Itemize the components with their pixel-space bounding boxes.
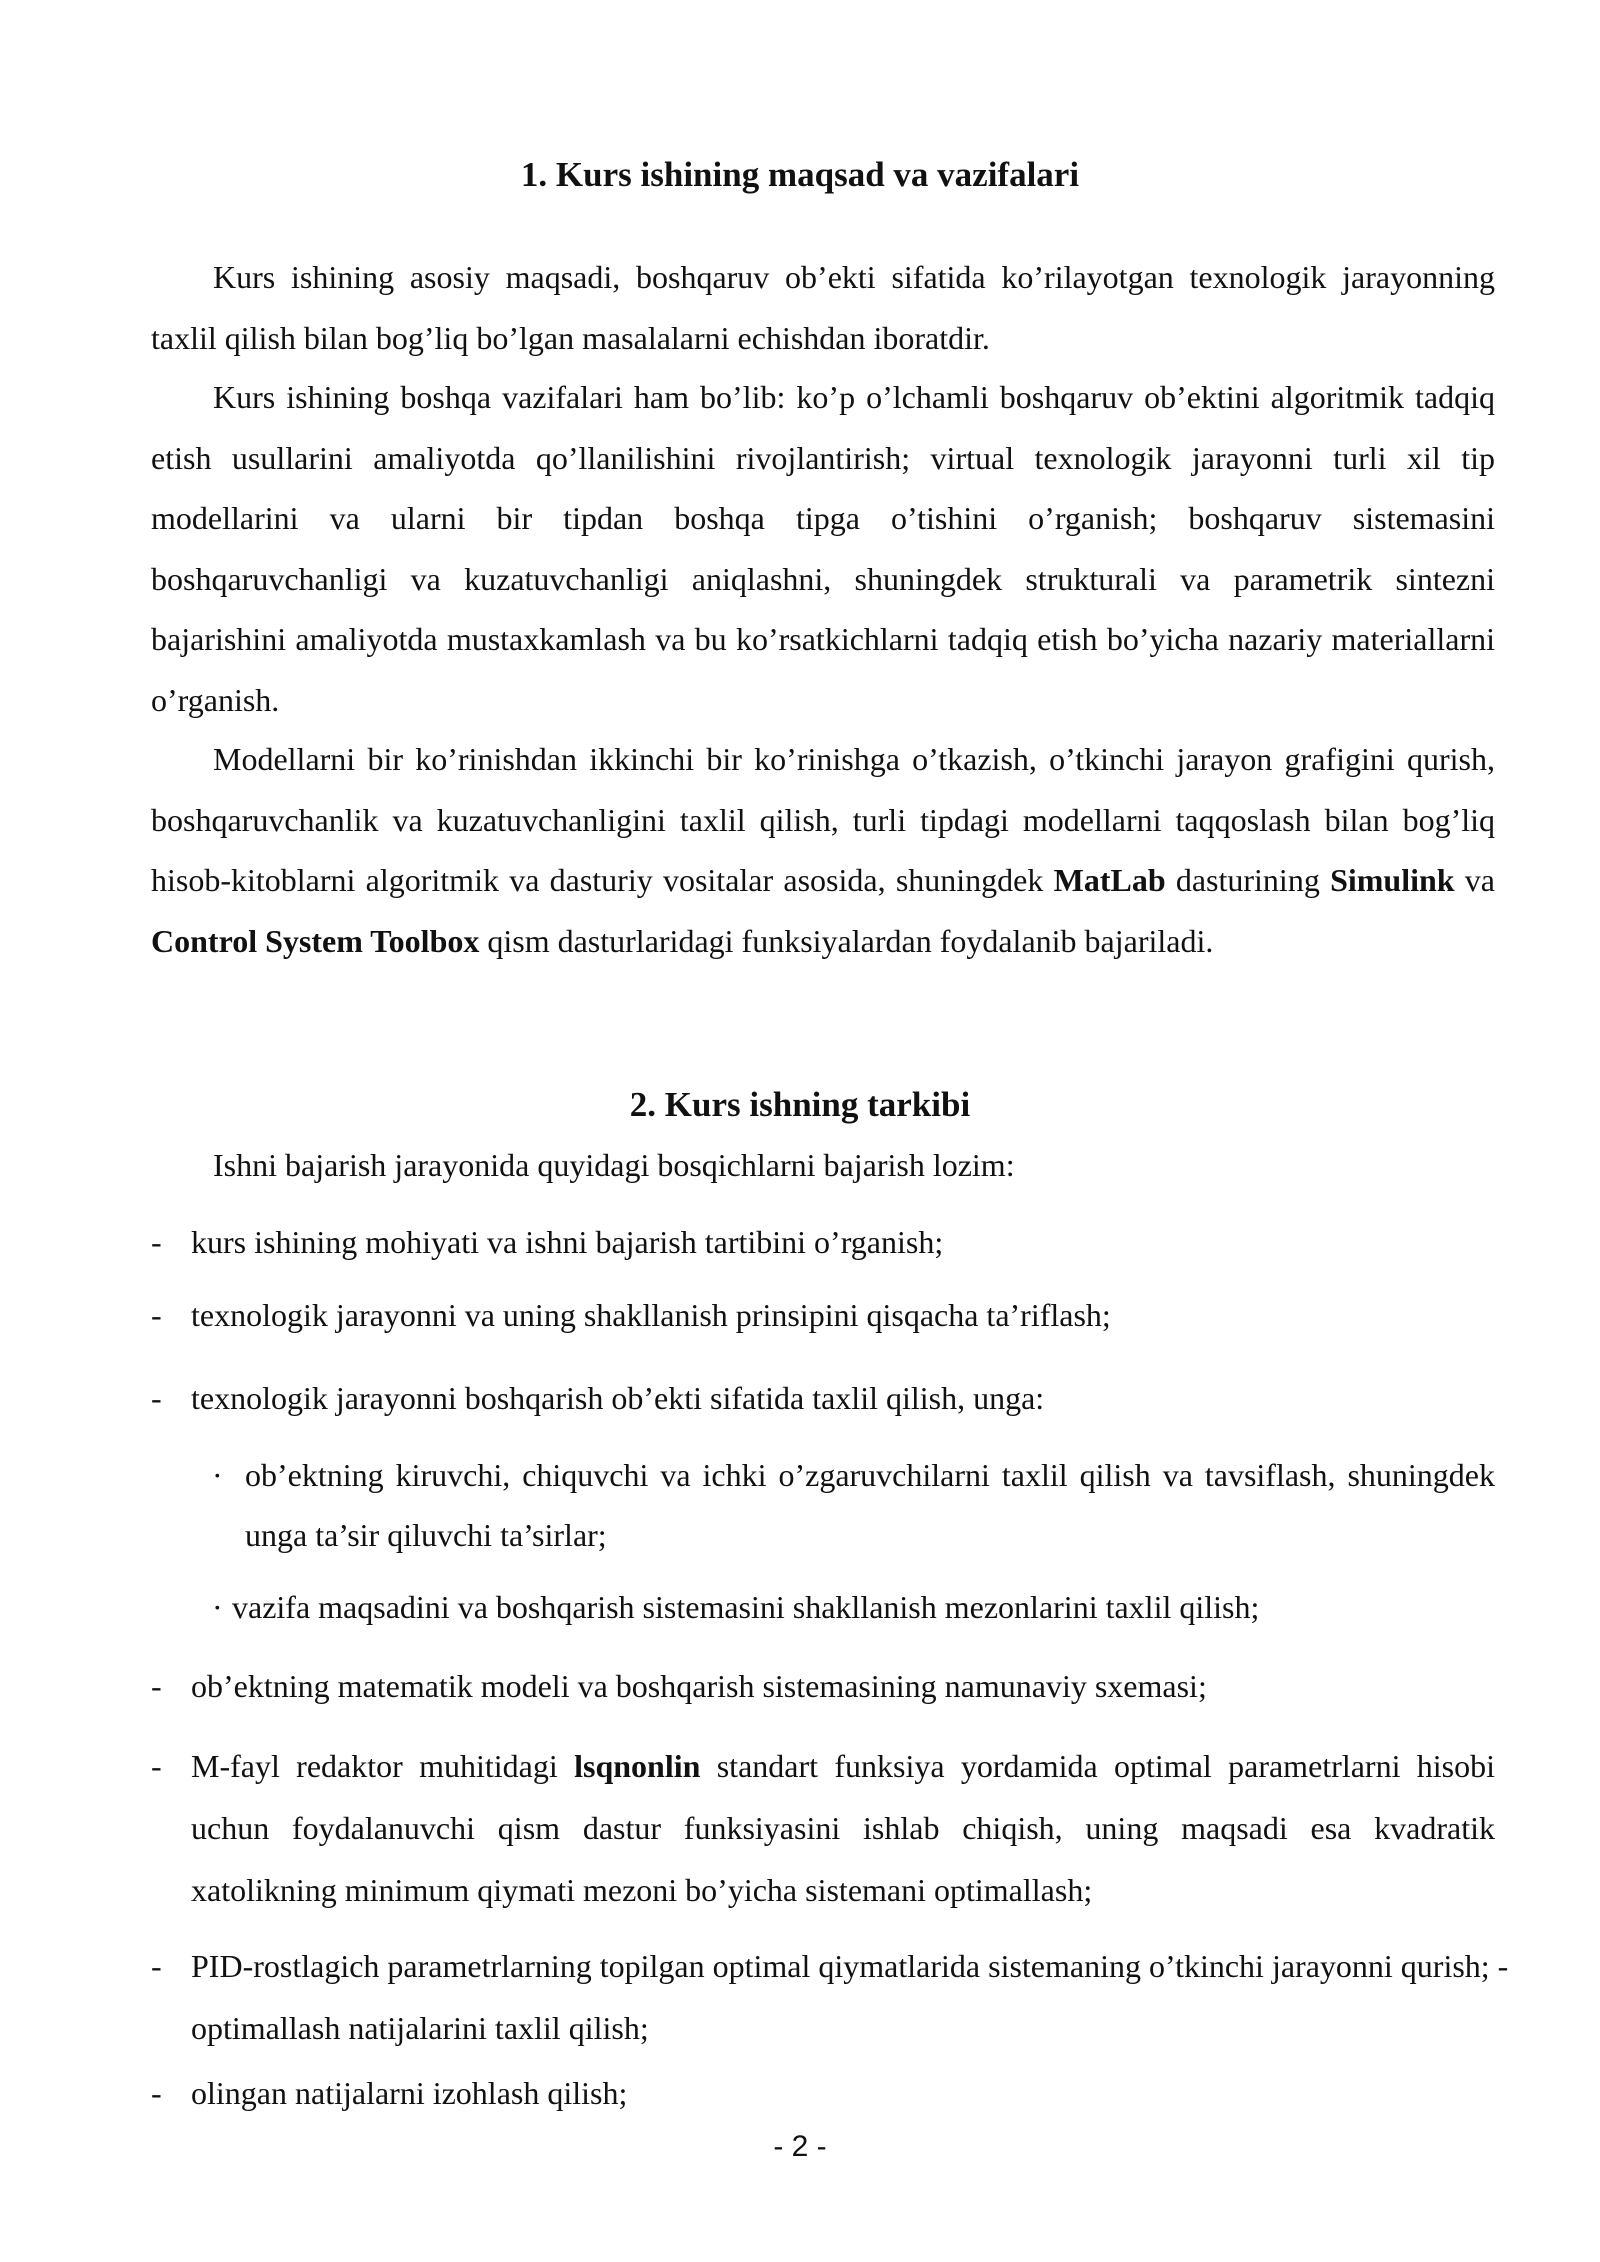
document-page: 1. Kurs ishining maqsad va vazifalari Kurs ishining asosiy maqsadi, boshqaruv ob’ekti sifatida ko’rilayotgan texnologik jarayonning taxlil qilish bilan bog’liq bo’lgan masalalarni echishdan iboratdir. Kurs ishining boshqa vazifalari ham bo’lib: ko’p o’lchamli boshqaruv ob’ektini algoritmik tadqiq etish usullarini amaliyotda qo’llanilishini rivojlantirish; virtual texnologik jarayonni turli xil tip modellarini va ularni bir tipdan boshqa tipga o’tishini o’rganish; boshqaruv sistemasini boshqaruvchanligi va kuzatuvchanligi aniqlashni, shuningdek strukturali va parametrik sintezni bajarishini amaliyotda mustaxkamlash va bu ko’rsatkichlarni tadqiq etish bo’yicha nazariy materiallarni o’rganish. Modellarni bir ko’rinishdan ikkinchi bir ko’rinishga o’tkazish, o’tkinchi jarayon grafigini qurish, boshqaruvchanlik va kuzatuvchanligini taxlil qilish, turli tipdagi modellarni taqqoslash bilan bog’liq hisob-kitoblarni algoritmik va dasturiy vositalar asosida, shuningdek MatLab dasturining Simulink va Control System Toolbox qism dasturlaridagi funksiyalardan foydalanib bajariladi. 2. Kurs ishning tarkibi Ishni bajarish jarayonida quyidagi bosqichlarni bajarish lozim: - kurs ishining mohiyati va ishni bajarish tartibini o’rganish; - texnologik jarayonni va uning shakllanish prinsipini qisqacha ta’riflash; - texnologik jarayonni boshqarish ob’ekti sifatida taxlil qilish, unga: · ob’ektning kiruvchi, chiquvchi va ichki o’zgaruvchilarni taxlil qilish va tavsiflash, shuningdek unga ta’sir qiluvchi ta’sirlar; · vazifa maqsadini va boshqarish sistemasini shakllanish mezonlarini taxlil qilish; - ob’ektning matematik modeli va boshqarish sistemasining namunaviy sxemasi; - M-fayl redaktor muhitidagi lsqnonlin standart funksiya yordamida optimal parametrlarni hisobi uchun foydalanuvchi qism dastur funksiyasini ishlab chiqish, uning maqsadi esa kvadratik xatolikning minimum qiymati mezoni bo’yicha sistemani optimallash; - PID-rostlagich parametrlarning topilgan optimal qiymatlarida sistemaning o’tkinchi jarayonni qurish; - optimallash natijalarini taxlil qilish; - olingan natijalarni izohlash qilish; - 2 - bbox=[0, 0, 1600, 2262]
paragraph-tasks: Kurs ishining boshqa vazifalari ham bo’lib: ko’p o’lchamli boshqaruv ob’ektini algoritmik tadqiq etish usullarini amaliyotda qo’llanilishini rivojlantirish; virtual texnologik jarayonni turli xil tip modellarini va ularni bir tipdan boshqa tipga o’tishini o’rganish; boshqaruv sistemasini boshqaruvchanligi va kuzatuvchanligi aniqlashni, shuningdek strukturali va parametrik sintezni bajarishini amaliyotda mustaxkamlash va bu ko’rsatkichlarni tadqiq etish bo’yicha nazariy materiallarni o’rganish. bbox=[151, 379, 1495, 718]
lsqnonlin-term: lsqnonlin bbox=[574, 1748, 701, 1784]
paragraph-tools: Modellarni bir ko’rinishdan ikkinchi bir ko’rinishga o’tkazish, o’tkinchi jarayon grafigini qurish, boshqaruvchanlik va kuzatuvchanligini taxlil qilish, turli tipdagi modellarni taqqoslash bilan bog’liq hisob-kitoblarni algoritmik va dasturiy vositalar asosida, shuningdek MatLab dasturining Simulink va Control System Toolbox qism dasturlaridagi funksiyalardan foydalanib bajariladi. bbox=[151, 741, 1496, 959]
dash-marker: - bbox=[151, 1948, 162, 1984]
dash-marker: - bbox=[151, 1224, 162, 1260]
page-number: - 2 - bbox=[773, 2130, 827, 2163]
dash-marker: - bbox=[151, 2075, 162, 2111]
dash-marker: - bbox=[151, 1380, 162, 1416]
dash-marker: - bbox=[151, 1748, 162, 1784]
stages-intro: Ishni bajarish jarayonida quyidagi bosqichlarni bajarish lozim: bbox=[213, 1147, 1015, 1183]
dash-marker: - bbox=[151, 1668, 162, 1704]
control-system-toolbox-term: Control System Toolbox bbox=[151, 922, 480, 959]
section-1-heading: 1. Kurs ishining maqsad va vazifalari bbox=[520, 155, 1080, 194]
simulink-term: Simulink bbox=[1330, 862, 1455, 898]
section-2-heading: 2. Kurs ishning tarkibi bbox=[629, 1085, 971, 1124]
dash-marker: - bbox=[151, 1297, 162, 1333]
bullet-marker: · bbox=[212, 1457, 223, 1493]
matlab-term: MatLab bbox=[1053, 862, 1166, 898]
bullet-marker: · bbox=[212, 1589, 223, 1625]
paragraph-purpose: Kurs ishining asosiy maqsadi, boshqaruv ob’ekti sifatida ko’rilayotgan texnologik jarayonning taxlil qilish bilan bog’liq bo’lgan masalalarni echishdan iboratdir. bbox=[151, 259, 1495, 356]
